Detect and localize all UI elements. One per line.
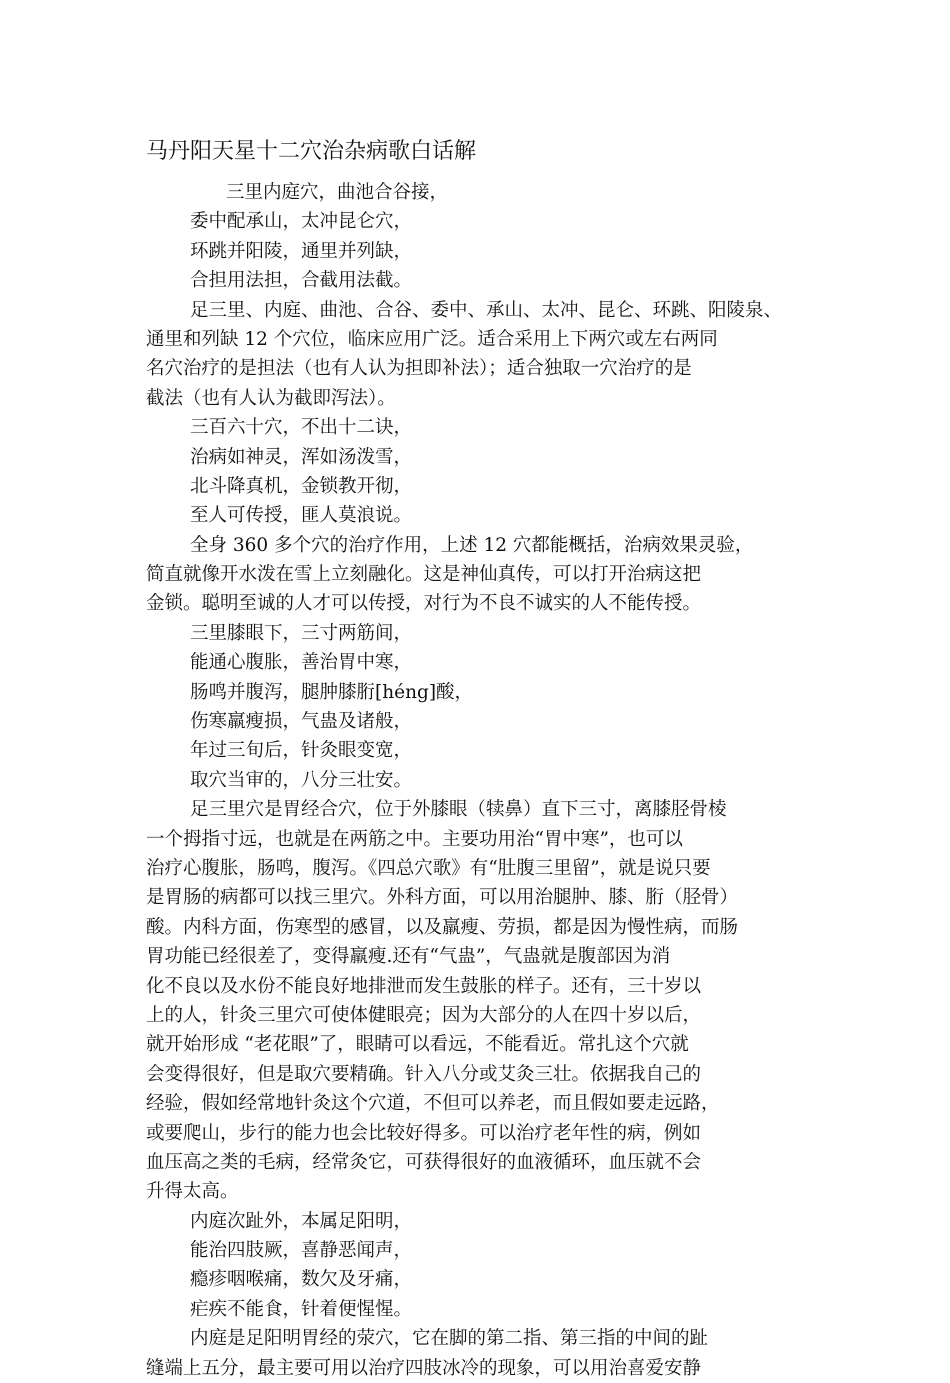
text-line: 至人可传授，匪人莫浪说。 <box>190 505 413 527</box>
text-line: 疟疾不能食，针着便惺惺。 <box>190 1298 413 1320</box>
text-line: 酸。内科方面，伤寒型的感冒，以及羸瘦、劳损，都是因为慢性病，而肠 <box>146 916 739 938</box>
text-line: 三里内庭穴，曲池合谷接， <box>226 182 449 203</box>
text-line: 瘾疹咽喉痛，数欠及牙痛， <box>190 1269 413 1291</box>
text-line: 就开始形成 “老花眼”了，眼睛可以看远，不能看近。常扎这个穴就 <box>146 1034 689 1056</box>
text-line: 或要爬山，步行的能力也会比较好得多。可以治疗老年性的病，例如 <box>146 1122 702 1144</box>
text-line: 经验，假如经常地针灸这个穴道，不但可以养老，而且假如要走远路， <box>146 1093 720 1115</box>
text-line: 胃功能已经很差了，变得羸瘦.还有“气蛊”，气蛊就是腹部因为消 <box>146 946 671 968</box>
text-line: 血压高之类的毛病，经常灸它，可获得很好的血液循环，血压就不会 <box>146 1151 702 1173</box>
document-title: 马丹阳天星十二穴治杂病歌白话解 <box>146 139 477 164</box>
text-line: 能治四肢厥，喜静恶闻声， <box>190 1240 413 1262</box>
text-line: 是胃肠的病都可以找三里穴。外科方面，可以用治腿肿、膝、胻（胫骨） <box>146 887 739 909</box>
text-line: 取穴当审的，八分三壮安。 <box>190 769 413 791</box>
text-line: 简直就像开水泼在雪上立刻融化。这是神仙真传，可以打开治病这把 <box>146 564 702 586</box>
document-body <box>146 178 806 1383</box>
text-line: 一个拇指寸远，也就是在两筋之中。主要功用治“胃中寒”，也可以 <box>146 828 683 850</box>
text-line: 治病如神灵，浑如汤泼雪， <box>190 446 413 468</box>
text-line: 能通心腹胀，善治胃中寒， <box>190 652 413 674</box>
text-line: 通里和列缺 12 个穴位，临床应用广泛。适合采用上下两穴或左右两同 <box>146 328 718 350</box>
text-line: 环跳并阳陵，通里并列缺， <box>190 240 413 262</box>
text-line: 会变得很好，但是取穴要精确。针入八分或艾灸三壮。依据我自己的 <box>146 1063 702 1085</box>
text-line: 合担用法担，合截用法截。 <box>190 270 413 292</box>
text-line: 缝端上五分，最主要可用以治疗四肢冰冷的现象，可以用治喜爱安静 <box>146 1357 702 1379</box>
text-line: 内庭是足阳明胃经的荥穴，它在脚的第二指、第三指的中间的趾 <box>190 1328 709 1350</box>
text-line: 足三里、内庭、曲池、合谷、委中、承山、太冲、昆仑、环跳、阳陵泉、 <box>190 299 783 321</box>
text-line: 足三里穴是胃经合穴，位于外膝眼（犊鼻）直下三寸，离膝胫骨棱 <box>190 799 727 821</box>
text-line: 北斗降真机，金锁教开彻， <box>190 475 413 497</box>
text-line: 伤寒羸瘦损，气蛊及诸般， <box>190 711 413 733</box>
text-line: 肠鸣并腹泻，腿肿膝胻[héng]酸， <box>190 681 474 703</box>
text-line: 截法（也有人认为截即泻法）。 <box>146 387 396 409</box>
text-line: 金锁。聪明至诚的人才可以传授，对行为不良不诚实的人不能传授。 <box>146 593 702 615</box>
text-line: 委中配承山，太冲昆仑穴， <box>190 211 413 233</box>
text-line: 内庭次趾外，本属足阳明， <box>190 1210 413 1232</box>
text-line: 三百六十穴，不出十二诀， <box>190 417 413 439</box>
text-line: 升得太高。 <box>146 1181 239 1203</box>
text-line: 上的人，针灸三里穴可使体健眼亮；因为大部分的人在四十岁以后， <box>146 1004 702 1026</box>
text-line: 名穴治疗的是担法（也有人认为担即补法）；适合独取一穴治疗的是 <box>146 358 692 380</box>
text-line: 化不良以及水份不能良好地排泄而发生鼓胀的样子。还有，三十岁以 <box>146 975 702 997</box>
text-line: 治疗心腹胀，肠鸣，腹泻。《四总穴歌》有“肚腹三里留”，就是说只要 <box>146 857 711 879</box>
text-line: 全身 360 多个穴的治疗作用，上述 12 穴都能概括，治病效果灵验， <box>190 534 754 556</box>
text-line: 三里膝眼下，三寸两筋间， <box>190 622 413 644</box>
text-line: 年过三旬后，针灸眼变宽， <box>190 740 413 762</box>
